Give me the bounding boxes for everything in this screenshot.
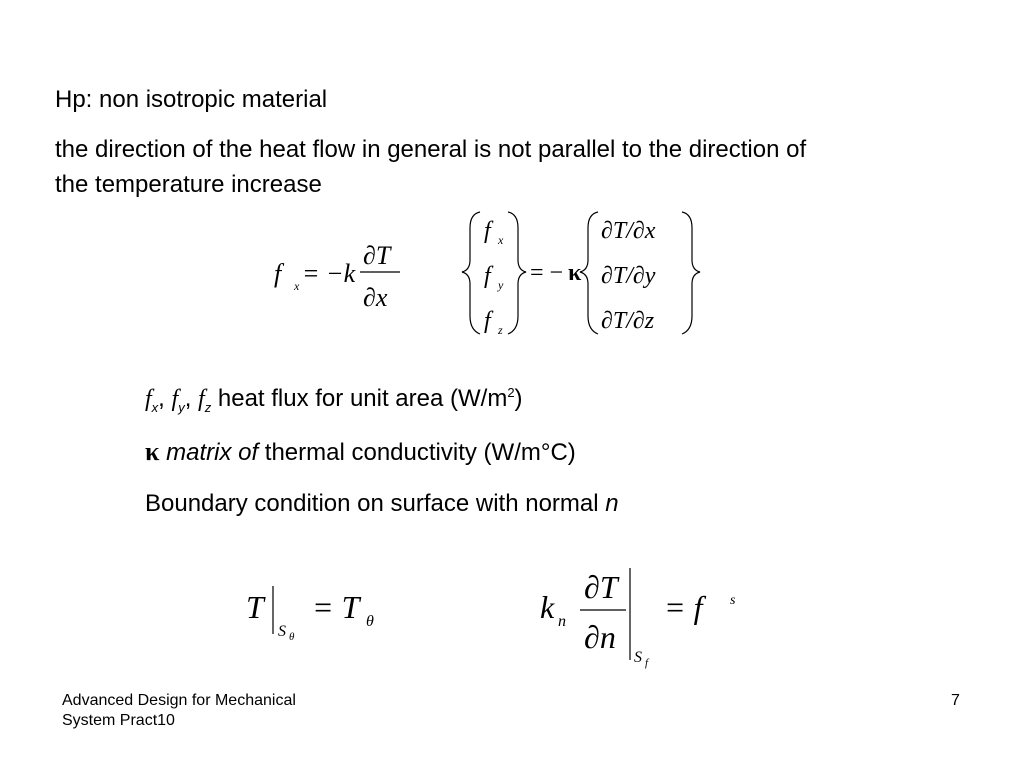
left-brace [462, 212, 480, 334]
dirichlet-equation [240, 578, 400, 648]
neumann-S-sub: f [645, 657, 649, 669]
vec-fy-sub: y [498, 278, 504, 292]
neumann-S: S [634, 649, 642, 666]
right-brace-2 [682, 212, 700, 334]
grad-row-3: ∂T/∂z [601, 308, 655, 334]
grad-row-1: ∂T/∂x [601, 218, 656, 244]
hypothesis-text: Hp: non isotropic material [55, 86, 328, 113]
kappa-symbol: κ [568, 260, 582, 286]
matrix-equation [458, 208, 708, 340]
left-brace-2 [580, 212, 598, 334]
eq-minus-k: = −k [302, 259, 356, 288]
eq-lhs-f: f [274, 259, 282, 288]
kappa-symbol-def: κ [145, 437, 160, 466]
footer-course-line-2: System Pract10 [62, 712, 175, 729]
conductivity-definition: κ matrix of thermal conductivity (W/m°C) [145, 437, 576, 466]
eq-lhs-sub: x [294, 279, 300, 293]
dirichlet-T: T [246, 589, 264, 625]
heat-flux-definition: $f_x$, $f_y$, $f_z$ heat flux for unit area $(W/m^2)$ [145, 385, 523, 415]
dirichlet-rhs: = T [312, 589, 360, 625]
neumann-equation [538, 562, 748, 672]
right-brace [508, 212, 526, 334]
eq-numerator: ∂T [363, 241, 391, 270]
grad-row-2: ∂T/∂y [601, 263, 656, 289]
vec-fz: f [484, 308, 491, 334]
neumann-k: k [540, 589, 555, 625]
vec-fy: f [484, 263, 491, 289]
eq-denominator: ∂x [363, 283, 388, 312]
vec-fx-sub: x [498, 233, 504, 247]
neumann-rhs-sup: s [730, 593, 736, 608]
statement-line-2: the temperature increase [55, 171, 322, 198]
dirichlet-S: S [278, 623, 286, 640]
neumann-rhs: = f [664, 589, 703, 625]
vec-fz-sub: z [498, 323, 503, 337]
dirichlet-S-sub: θ [289, 631, 295, 643]
statement-line-1: the direction of the heat flow in general is not parallel to the direction of [55, 136, 807, 163]
dirichlet-rhs-sub: θ [366, 613, 374, 630]
neumann-denominator: ∂n [584, 619, 616, 655]
boundary-condition-text: Boundary condition on surface with normal n [145, 490, 619, 517]
neumann-k-sub: n [558, 613, 566, 630]
fourier-1d-equation [270, 240, 420, 312]
matrix-eq-minus: = − [530, 260, 564, 286]
footer-course-line-1: Advanced Design for Mechanical [62, 692, 296, 709]
vec-fx: f [484, 218, 491, 244]
page-number: 7 [951, 692, 960, 709]
neumann-numerator: ∂T [584, 569, 618, 605]
